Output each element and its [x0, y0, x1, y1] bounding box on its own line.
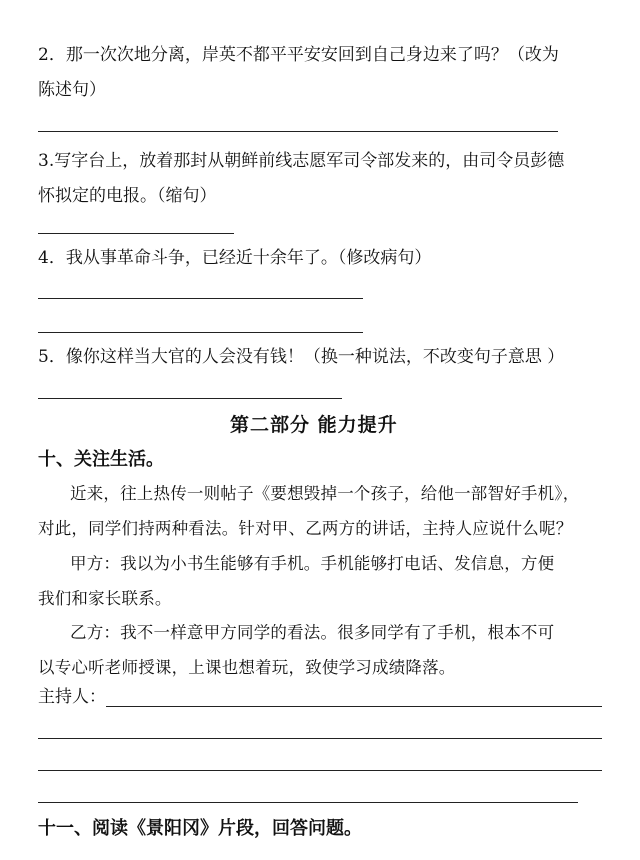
- part-ten-heading: 十、关注生活。: [38, 449, 164, 470]
- answer-line-q3[interactable]: [38, 233, 234, 234]
- question-4-line-1: 4．我从事革命斗争，已经近十余年了。（修改病句）: [38, 248, 432, 268]
- question-3-line-2: 怀拟定的电报。（缩句）: [38, 186, 217, 206]
- part-eleven-heading: 十一、阅读《景阳冈》片段，回答问题。: [38, 818, 362, 839]
- part-ten-side-b-line-2: 以专心听老师授课，上课也想着玩，致使学习成绩降落。: [38, 658, 456, 677]
- section-two-title: 第二部分 能力提升: [230, 414, 398, 436]
- question-2-line-1: 2．那一次次地分离，岸英不都平平安安回到自己身边来了吗？（改为: [38, 45, 559, 65]
- answer-line-q5[interactable]: [38, 398, 342, 399]
- host-label: 主持人：: [38, 687, 106, 707]
- host-answer-line-4[interactable]: [38, 802, 578, 803]
- part-ten-intro-line-2: 对此，同学们持两种看法。针对甲、乙两方的讲话，主持人应说什么呢？: [38, 519, 573, 538]
- part-ten-side-a-line-1: 甲方：我以为小书生能够有手机。手机能够打电话、发信息，方便: [70, 554, 555, 573]
- part-ten-intro-line-1: 近来，往上热传一则帖子《要想毁掉一个孩子，给他一部智好手机》，: [70, 484, 580, 503]
- answer-line-q4-1[interactable]: [38, 298, 363, 299]
- question-2-line-2: 陈述句）: [38, 80, 106, 100]
- host-answer-line-2[interactable]: [38, 738, 602, 739]
- host-answer-line-3[interactable]: [38, 770, 602, 771]
- answer-line-q4-2[interactable]: [38, 332, 363, 333]
- part-ten-side-b-line-1: 乙方：我不一样意甲方同学的看法。很多同学有了手机，根本不可: [70, 623, 555, 642]
- question-3-line-1: 3.写字台上，放着那封从朝鲜前线志愿军司令部发来的，由司令员彭德: [38, 151, 565, 171]
- answer-line-q2[interactable]: [38, 131, 558, 132]
- question-5-line-1: 5．像你这样当大官的人会没有钱！（换一种说法，不改变句子意思 ）: [38, 347, 565, 367]
- part-ten-side-a-line-2: 我们和家长联系。: [38, 589, 172, 608]
- host-answer-line-1[interactable]: [106, 706, 602, 707]
